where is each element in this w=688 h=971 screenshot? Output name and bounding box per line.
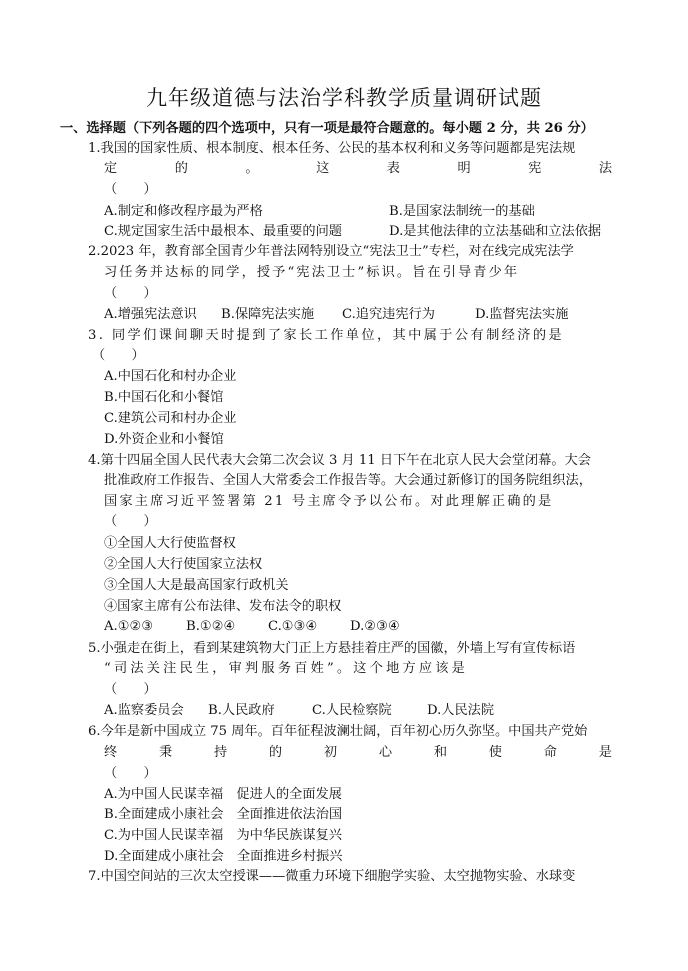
q5-option-a: A.监察委员会 [104, 703, 184, 718]
exam-title: 九年级道德与法治学科教学质量调研试题 [146, 86, 542, 110]
q5-options [104, 701, 494, 721]
q6-word: 是 [598, 745, 612, 760]
q5-option-b: B.人民政府 [208, 703, 275, 718]
q5-stem-line2: “司法关注民生，审判服务百姓”。这个地方应该是 [104, 661, 469, 676]
q4-options [104, 617, 400, 637]
q4-option-d: D.②③④ [350, 619, 400, 634]
q3-option-a: A.中国石化和村办企业 [104, 369, 237, 384]
q2-answer-bracket: （ ） [104, 286, 157, 301]
q2-option-b: B.保障宪法实施 [221, 307, 315, 322]
q1-stem-line1: 1.我国的国家性质、根本制度、根本任务、公民的基本权利和义务等问题都是宪法规 [88, 141, 576, 156]
q3-answer-bracket: （ ） [92, 348, 145, 363]
q6-stem-line1: 6.今年是新中国成立 75 周年。百年征程波澜壮阔，百年初心历久弥坚。中国共产党始 [88, 724, 588, 739]
q6-option-d: D.全面建成小康社会 全面推进乡村振兴 [104, 849, 343, 864]
q6-stem-line2 [104, 743, 612, 763]
q2-option-c: C.追究违宪行为 [342, 307, 435, 322]
q6-option-b: B.全面建成小康社会 全面推进依法治国 [104, 807, 343, 822]
q6-word: 的 [268, 745, 283, 760]
q6-answer-bracket: （ ） [104, 766, 157, 781]
q5-option-c: C.人民检察院 [312, 703, 392, 718]
q2-options [104, 305, 568, 325]
q4-statement-4: ④国家主席有公布法律、发布法令的职权 [104, 599, 342, 614]
q1-word: 明 [457, 161, 471, 176]
q1-option-a: A.制定和修改程序最为严格 [104, 204, 263, 219]
q1-answer-bracket: （ ） [104, 182, 157, 197]
q6-word: 终 [104, 745, 118, 760]
q4-statement-2: ②全国人大行使国家立法权 [104, 557, 263, 572]
q6-word: 使 [488, 745, 502, 760]
q1-word: 这 [316, 161, 330, 176]
q4-statement-3: ③全国人大是最高国家行政机关 [104, 578, 289, 593]
q6-word: 心 [378, 745, 393, 760]
q1-word: 定 [104, 161, 118, 176]
q5-answer-bracket: （ ） [104, 682, 157, 697]
q2-option-a: A.增强宪法意识 [104, 307, 197, 322]
q6-option-c: C.为中国人民谋幸福 为中华民族谋复兴 [104, 828, 342, 843]
q1-option-c: C.规定国家生活中最根本、最重要的问题 [104, 224, 342, 239]
q1-word: 法 [598, 161, 612, 176]
q4-answer-bracket: （ ） [104, 514, 157, 529]
q6-option-a: A.为中国人民谋幸福 促进人的全面发展 [104, 787, 342, 802]
q1-word: 的 [174, 161, 188, 176]
q4-stem-line1: 4.第十四届全国人民代表大会第二次会议 3 月 11 日下午在北京人民大会堂闭幕。大会 [88, 453, 591, 468]
q6-word: 命 [543, 745, 557, 760]
q2-option-d: D.监督宪法实施 [475, 307, 569, 322]
section-heading: 一、选择题（下列各题的四个选项中，只有一项是最符合题意的。每小题 2 分，共 26 分） [60, 121, 594, 136]
q6-word: 和 [433, 745, 447, 760]
q4-option-a: A.①②③ [104, 619, 154, 634]
q4-stem-line2: 批准政府工作报告、全国人大常委会工作报告等。大会通过新修订的国务院组织法， [104, 473, 592, 488]
q3-option-c: C.建筑公司和村办企业 [104, 411, 237, 426]
q2-stem-line2: 习任务并达标的同学，授予“宪法卫士”标识。旨在引导青少年 [104, 265, 520, 280]
q1-options-row1 [104, 202, 535, 222]
q2-stem-line1: 2.2023 年，教育部全国青少年普法网特别设立“宪法卫士”专栏，对在线完成宪法学 [88, 244, 574, 259]
q4-statement-1: ①全国人大行使监督权 [104, 536, 236, 551]
q5-stem-line1: 5.小强走在街上，看到某建筑物大门正上方悬挂着庄严的国徽，外墙上写有宣传标语 [88, 641, 576, 656]
q6-word: 秉 [158, 745, 173, 760]
q3-option-b: B.中国石化和小餐馆 [104, 390, 224, 405]
q4-option-c: C.①③④ [268, 619, 318, 634]
q4-stem-line3: 国家主席习近平签署第 21 号主席令予以公布。对此理解正确的是 [104, 494, 554, 509]
q4-option-b: B.①②④ [186, 619, 236, 634]
q1-word: 宪 [528, 161, 542, 176]
q1-word: 表 [386, 161, 400, 176]
q3-stem-line1: 3. 同学们课间聊天时提到了家长工作单位，其中属于公有制经济的是 [88, 328, 565, 343]
q1-options-row2 [104, 222, 601, 242]
q6-word: 初 [323, 745, 338, 760]
q1-option-b: B.是国家法制统一的基础 [389, 204, 535, 219]
q1-option-d: D.是其他法律的立法基础和立法依据 [389, 224, 602, 239]
q7-stem-line1: 7.中国空间站的三次太空授课——微重力环境下细胞学实验、太空抛物实验、水球变 [88, 869, 576, 884]
q5-option-d: D.人民法院 [427, 703, 495, 718]
q6-word: 持 [213, 745, 228, 760]
q1-stem-line2 [104, 159, 612, 179]
q1-word: 。 [245, 161, 259, 176]
q3-option-d: D.外资企业和小餐馆 [104, 432, 224, 447]
